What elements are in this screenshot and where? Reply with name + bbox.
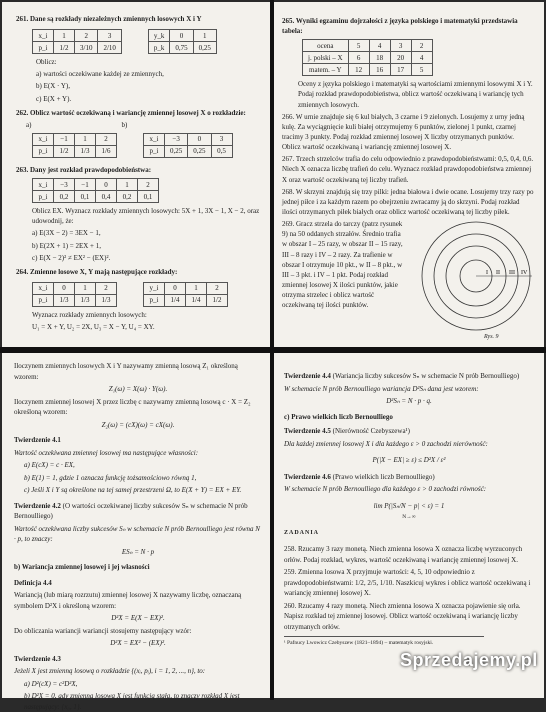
table-cell: p_i: [144, 145, 165, 157]
section-variance: b) Wariancja zmiennej losowej i jej własności: [14, 563, 150, 571]
table-cell: −3: [54, 179, 75, 191]
formula-bernoulli-law: lim P(|Sₙ/N − p| < ε) = 1: [373, 501, 445, 510]
theorem-4-4-text: W schemacie N prób Bernoulliego wariancja D²Sₙ dana jest wzorem:: [284, 384, 479, 393]
table-cell: 2: [207, 282, 228, 294]
table-cell: 0,1: [138, 191, 159, 203]
table-cell: 12: [348, 64, 369, 76]
ring-label-3: III: [509, 270, 515, 276]
table-row: [33, 42, 122, 54]
theorem-4-1-text: Wartość oczekiwana zmiennej losowej ma następujące własności:: [14, 448, 199, 457]
table-cell: 3: [98, 30, 121, 42]
table-row: [33, 282, 117, 294]
theorem-4-3-text: Jeżeli X jest zmienną losową o rozkładzie {(xᵢ, pᵢ), i = 1, 2, ..., n}, to:: [14, 667, 206, 675]
theorem-4-2: [14, 501, 262, 522]
table-cell: ocena: [303, 40, 349, 52]
table-cell: 1/4: [165, 294, 186, 306]
theorem-4-5-text: Dla każdej zmiennej losowej X i dla każdego ε > 0 zachodzi nierówność:: [284, 439, 488, 448]
section-exercises: ZADANIA: [284, 530, 320, 537]
exercise-259: 259. Zmienna losowa X przyjmuje wartości: 4, 5, 10 odpowiednio z prawdopodobieństwami: 1/2, 2/5, 1/10. Naszkicuj wykres i oblicz wartość oczekiwaną i wariancję zmiennej losowej X.: [284, 568, 531, 598]
target-figure: [416, 220, 536, 340]
exercise-264-text: Wyznacz rozkłady zmiennych losowych:: [32, 310, 147, 319]
formula-d2sn: D²Sₙ = N · p · q.: [386, 397, 432, 405]
table-cell: 5: [348, 40, 369, 52]
target-rings-svg: [416, 220, 536, 332]
exercise-269: 269. Gracz strzela do tarczy (patrz rysunek 9) na 50 oddanych strzałów. Średnio trafia w obszar I – 25 razy, w obszar II – 15 razy, III – 8 razy i IV – 2 razy. Za trafienie w obszar I otrzymuje 10 pkt., w II – 8 pkt., w III – 3 pkt. i IV – 1 pkt. Podaj rozkład zmiennej losowej X ilości punktów, jakie otrzyma strzelec i oblicz wartość oczekiwaną tej ilości punktów.: [282, 220, 403, 310]
table-cell: y_k: [148, 30, 170, 42]
table-cell: −1: [75, 179, 96, 191]
table-264-x: [32, 282, 117, 307]
table-cell: 0: [188, 133, 211, 145]
table-cell: 1/3: [96, 294, 117, 306]
label-b: b): [121, 120, 128, 129]
table-cell: 1: [54, 30, 75, 42]
table-row: [33, 145, 117, 157]
table-cell: x_i: [144, 133, 165, 145]
table-cell: x_i: [33, 179, 54, 191]
exercise-263: 263. Dany jest rozkład prawdopodobieństwa:: [16, 165, 152, 174]
exercise-261-b: b) E(X · Y),: [36, 82, 70, 91]
table-row: [33, 133, 117, 145]
table-row: [303, 52, 433, 64]
exercise-261: 261. Dane są rozkłady niezależnych zmiennych losowych X i Y: [16, 15, 202, 23]
table-cell: p_i: [33, 191, 54, 203]
theorem-4-1-c: c) Jeśli X i Y są określone na tej samej przestrzeni Ω, to E(X + Y) = EX + EY.: [24, 486, 242, 494]
table-row: [303, 64, 433, 76]
exercise-264-formulas: U₁ = X + Y, U₂ = 2X, U₃ = X − Y, U₄ = XY.: [32, 323, 155, 332]
table-cell: 0,2: [54, 191, 75, 203]
label-a: a): [26, 120, 32, 129]
theorem-4-2-text: Wartość oczekiwana liczby sukcesów Sₙ w schemacie N prób Bernoulliego jest równa N · p, to znaczy:: [14, 524, 260, 543]
table-cell: 2/10: [98, 42, 121, 54]
formula-variance: D²X = E(X − EX)².: [111, 614, 165, 622]
table-cell: 3: [390, 40, 411, 52]
table-cell: 18: [369, 52, 390, 64]
table-cell: 0,25: [193, 42, 216, 54]
table-cell: 0,2: [117, 191, 138, 203]
formula-limit-subscript: N→∞: [402, 514, 416, 520]
theorem-4-3-a: a) D²(cX) = c²D²X,: [24, 679, 78, 688]
table-cell: 2: [96, 282, 117, 294]
table-cell: 0: [165, 282, 186, 294]
theorem-4-6-title: Twierdzenie 4.6: [284, 472, 331, 481]
exercise-258: 258. Rzucamy 3 razy monetą. Niech zmienna losowa X oznacza liczbę wyrzuconych orłów. Podaj rozkład, wykres, wartość oczekiwaną i wariancję zmiennej losowej X.: [284, 545, 523, 564]
table-cell: 1: [75, 282, 96, 294]
exercise-260: 260. Rzucamy 4 razy monetą. Niech zmienna losowa X oznacza pojawienie się orła. Napisz rozkład tej zmiennej losowej. Oblicz wartość oczekiwaną i wariancję liczby otrzymanych orłów.: [284, 601, 521, 631]
table-264-y: [143, 282, 228, 307]
exercise-262: 262. Oblicz wartość oczekiwaną i wariancję zmiennej losowej X o rozkładzie:: [16, 108, 246, 117]
formula-variance-2: D²X = EX² − (EX)².: [110, 639, 166, 647]
table-cell: 4: [369, 40, 390, 52]
table-cell: 1: [117, 179, 138, 191]
table-cell: matem. – Y: [303, 64, 349, 76]
table-row: [144, 145, 233, 157]
table-cell: 16: [369, 64, 390, 76]
table-263: [32, 178, 159, 203]
table-265: [302, 39, 433, 76]
table-cell: 1: [186, 282, 207, 294]
table-cell: x_i: [33, 282, 54, 294]
table-cell: p_i: [144, 294, 165, 306]
definition-4-4-text: Wariancją (lub miarą rozrzutu) zmiennej losowej X nazywamy liczbę, oznaczaną symbolem D²X i określoną wzorem:: [14, 591, 242, 610]
table-cell: 0,25: [165, 145, 188, 157]
variance-calc-text: Do obliczania wariancji wariancji stosujemy następujący wzór:: [14, 626, 192, 635]
ring-label-1: I: [486, 270, 488, 276]
table-cell: x_i: [33, 133, 54, 145]
table-row: [148, 30, 216, 42]
ring-label-2: II: [496, 270, 500, 276]
table-cell: x_i: [33, 30, 54, 42]
footnote: ¹ Pafnucy Lwowicz Czebyszew (1821–1894) – matematyk rosyjski.: [284, 636, 484, 647]
formula-chebyshev: P(|X − EX| ≥ ε) ≤ D²X / ε²: [372, 456, 446, 464]
exercise-263-c: c) E(X − 2)² ≠ EX² − (EX)².: [32, 253, 111, 262]
theorem-4-3-b: b) D²X = 0, gdy zmienna losowa X jest funkcją stałą, to znaczy rozkład X jest następujący: {x₀, 1}.: [24, 692, 240, 711]
theorem-4-4-subtitle: (Wariancja liczby sukcesów Sₙ w schemacie N prób Bernoulliego): [332, 372, 520, 380]
table-cell: 0,25: [188, 145, 211, 157]
theorem-4-6-subtitle: (Prawo wielkich liczb Bernoulliego): [332, 472, 435, 481]
table-262b: [143, 133, 233, 158]
table-row: [33, 30, 122, 42]
theorem-4-2-subtitle: (O wartości oczekiwanej liczby sukcesów Sₙ w schemacie N prób Bernoulliego): [14, 501, 248, 520]
page-bottom-left: [2, 353, 270, 711]
exercise-263-text: Oblicz EX. Wyznacz rozkłady zmiennych losowych: 5X + 1, 3X − 1, X − 2, oraz udowodnij, że:: [32, 207, 260, 226]
table-row: [33, 191, 159, 203]
exercise-261-c: c) E(X + Y).: [36, 94, 72, 103]
page-bottom-right: [274, 353, 544, 698]
table-cell: 1/4: [186, 294, 207, 306]
table-cell: 1/2: [54, 145, 75, 157]
theorem-4-6-text: W schemacie N prób Bernoulliego dla każdego ε > 0 zachodzi równość:: [284, 485, 487, 493]
page-top-right: [274, 2, 544, 347]
table-cell: 2: [75, 30, 98, 42]
watermark-logo: Sprzedajemy.pl: [400, 650, 538, 670]
table-cell: p_i: [33, 294, 54, 306]
table-cell: p_k: [148, 42, 170, 54]
table-cell: 3/10: [75, 42, 98, 54]
exercise-263-a: a) E(3X − 2) = 3EX − 1,: [32, 229, 101, 238]
table-cell: 1: [193, 30, 216, 42]
table-cell: 1/3: [75, 145, 96, 157]
formula-esn: ESₙ = N · p: [121, 547, 155, 556]
table-cell: 0,5: [211, 145, 232, 157]
theorem-4-4: [284, 371, 534, 382]
table-cell: 2: [96, 133, 117, 145]
table-cell: −3: [165, 133, 188, 145]
table-row: [33, 179, 159, 191]
figure-caption: Rys. 9: [484, 334, 499, 340]
exercise-263-b: b) E(2X + 1) = 2EX + 1,: [32, 241, 101, 250]
formula-z1: Z₁(ω) = X(ω) · Y(ω).: [108, 385, 168, 393]
table-cell: 0: [170, 30, 193, 42]
exercise-261-a: a) wartości oczekiwane każdej ze zmiennych,: [36, 70, 164, 79]
table-cell: 0: [54, 282, 75, 294]
table-cell: 2: [138, 179, 159, 191]
theorem-4-2-title: Twierdzenie 4.2: [14, 501, 61, 510]
table-cell: p_i: [33, 42, 54, 54]
page-top-left: [2, 2, 270, 347]
exercise-261-prompt: Oblicz:: [36, 58, 57, 67]
ring-label-4: IV: [521, 270, 528, 276]
table-cell: 1/2: [54, 42, 75, 54]
table-cell: 0: [96, 179, 117, 191]
table-cell: 0,4: [96, 191, 117, 203]
exercise-265: 265. Wyniki egzaminu dojrzałości z języka polskiego i matematyki przedstawia tabela:: [282, 17, 518, 36]
theorem-4-1-b: b) E(1) = 1, gdzie 1 oznacza funkcję tożsamościowo równą 1,: [24, 473, 197, 482]
exercise-268: 268. W skrzyni znajdują się trzy pilki: jedna białowa i dwie ocane. Losujemy trzy razy po jednej piłce i za każdym razem po obejrzeniu zwracamy ją do skrzyni. Podaj rozkład ilości otrzymanych piłek białych oraz oblicz wartość oczekiwaną tej liczby piłek.: [282, 187, 534, 216]
table-cell: 4: [411, 52, 432, 64]
theorem-4-1-a: a) E(cX) = c · EX,: [24, 461, 75, 469]
table-cell: 6: [348, 52, 369, 64]
table-cell: 1: [75, 133, 96, 145]
definition-4-4-title: Definicja 4.4: [14, 578, 52, 587]
table-cell: 1/3: [75, 294, 96, 306]
table-cell: 1/3: [54, 294, 75, 306]
table-x-distribution: [32, 29, 122, 54]
table-cell: j. polski – X: [303, 52, 349, 64]
table-cell: 17: [390, 64, 411, 76]
table-cell: 3: [211, 133, 232, 145]
table-cell: y_i: [144, 282, 165, 294]
table-row: [144, 294, 228, 306]
table-cell: 5: [411, 64, 432, 76]
theorem-4-5-title: Twierdzenie 4.5: [284, 427, 331, 435]
theorem-4-5: [284, 426, 534, 437]
table-row: [303, 40, 433, 52]
theorem-4-6: [284, 472, 534, 483]
def-scalar-product: Iloczynem zmiennej losowej X przez liczbę c nazywamy zmienną losową c · X = Z₂ określoną wzorem:: [14, 397, 251, 416]
table-y-distribution: [148, 29, 217, 54]
exercise-265-text: Oceny z języka polskiego i matematyki są wartościami zmiennymi losowymi X i Y. Podaj rozkład prawdopodobieństwa, oblicz wartość oczekiwaną i wariancję tych zmiennych losowych.: [298, 80, 533, 109]
table-row: [144, 282, 228, 294]
def-product: Iloczynem zmiennych losowych X i Y nazywamy zmienną losową Z₁ określoną wzorem:: [14, 362, 238, 381]
table-row: [144, 133, 233, 145]
table-cell: 0,75: [170, 42, 193, 54]
theorem-4-4-title: Twierdzenie 4.4: [284, 372, 331, 380]
section-law-large-numbers: c) Prawo wielkich liczb Bernoulliego: [284, 412, 393, 421]
table-row: [33, 294, 117, 306]
table-cell: p_i: [33, 145, 54, 157]
theorem-4-3-title: Twierdzenie 4.3: [14, 654, 61, 663]
exercise-266: 266. W urnie znajduje się 6 kul białych, 3 czarne i 9 zielonych. Losujemy z urny jedną kulę. Za wyciągnięcie kuli białej otrzymujemy 6 punktów, zielonej 1 punkt, czarnej tracimy 3 punkty. Podaj rozkład zmiennej losowej X liczby otrzymanych punktów. Oblicz wartość oczekiwaną i wariancję zmiennej losowej X.: [282, 112, 525, 152]
table-262a: [32, 133, 117, 158]
theorem-4-5-subtitle: (Nierówność Czebyszewa¹): [332, 427, 410, 435]
table-cell: 1/2: [207, 294, 228, 306]
theorem-4-1-title: Twierdzenie 4.1: [14, 436, 61, 444]
table-cell: 0,1: [75, 191, 96, 203]
table-cell: 2: [411, 40, 432, 52]
table-cell: −1: [54, 133, 75, 145]
formula-z2: Z₂(ω) = (cX)(ω) = cX(ω).: [101, 420, 175, 429]
table-row: [148, 42, 216, 54]
exercise-267: 267. Trzech strzelców trafia do celu odpowiednio z prawdopodobieństwami: 0,5, 0,4, 0,6. Niech X oznacza liczbę trafień do celu. Wyznacz rozkład prawdopodobieństwa zmiennej X oraz wartość oczekiwaną tej liczby trafień.: [282, 155, 534, 184]
table-cell: 20: [390, 52, 411, 64]
exercise-264: 264. Zmienne losowe X, Y mają następujące rozkłady:: [16, 267, 178, 276]
table-cell: 1/6: [96, 145, 117, 157]
